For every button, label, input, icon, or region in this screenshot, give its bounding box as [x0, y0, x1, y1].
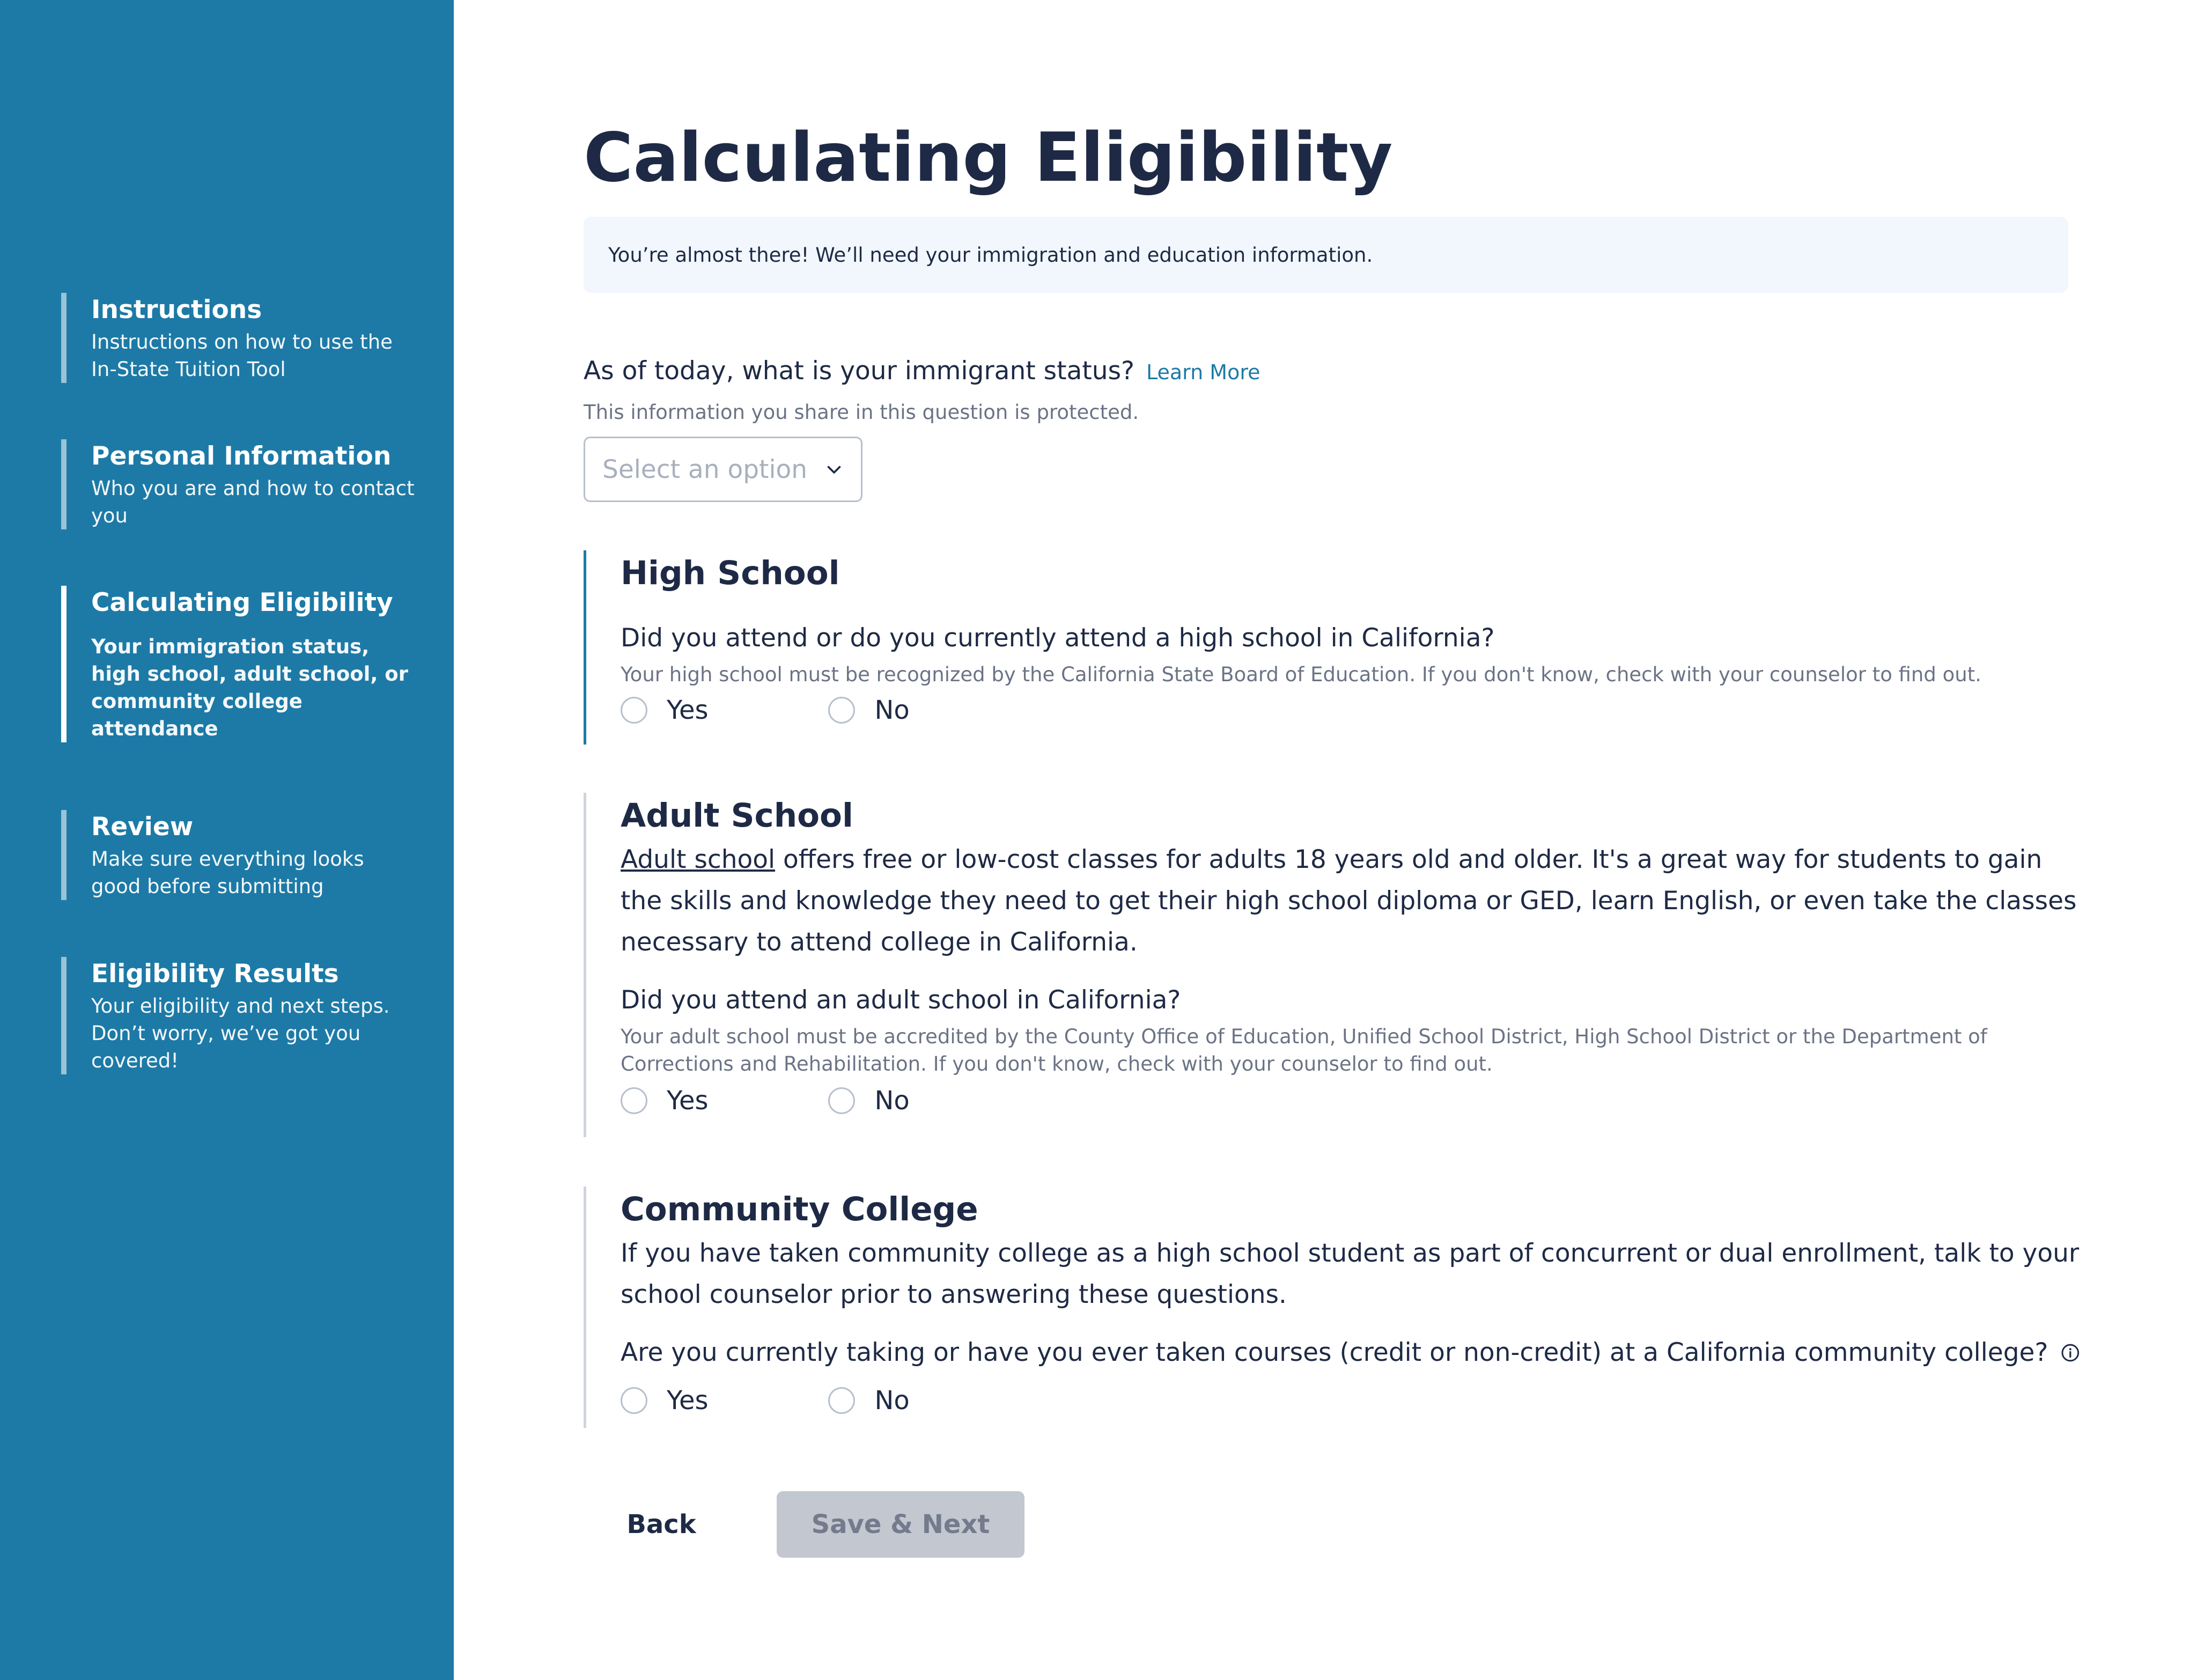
info-banner — [584, 217, 2068, 293]
radio-label: No — [874, 695, 910, 725]
section-title: Community College — [621, 1190, 978, 1228]
step-description: Your immigration status, high school, adult school, or community college attendance — [91, 635, 408, 740]
adult-school-radio-group — [621, 1083, 2080, 1118]
community-college-radio-group — [621, 1383, 2080, 1418]
main-content — [584, 0, 2080, 1680]
high-school-help-text: Your high school must be recognized by the California State Board of Education. If you don't know, check with your counselor to find out. — [621, 663, 1981, 686]
save-next-button[interactable]: Save & Next — [777, 1491, 1024, 1558]
info-icon[interactable] — [2061, 1340, 2080, 1365]
sidebar-step-instructions[interactable] — [61, 293, 415, 383]
high-school-yes-radio[interactable] — [621, 695, 708, 725]
sidebar-step-review[interactable] — [61, 810, 415, 900]
community-college-question — [621, 1336, 2080, 1370]
community-college-section — [584, 1187, 2080, 1428]
radio-circle[interactable] — [621, 697, 647, 724]
sidebar-step-personal-information[interactable] — [61, 439, 415, 529]
step-title: Eligibility Results — [91, 959, 339, 989]
adult-school-description — [621, 839, 2080, 963]
question-label: As of today, what is your immigrant status? — [584, 356, 1135, 386]
page-title: Calculating Eligibility — [584, 118, 1393, 197]
adult-school-link[interactable]: Adult school — [621, 845, 776, 874]
radio-circle[interactable] — [828, 1087, 855, 1114]
radio-label: Yes — [667, 1386, 709, 1416]
radio-label: No — [874, 1386, 910, 1416]
step-title: Instructions — [91, 295, 262, 325]
question-help-text: This information you share in this question is protected. — [584, 401, 1139, 424]
immigrant-status-question — [584, 354, 1260, 389]
high-school-section — [584, 550, 2080, 745]
question-text: Are you currently taking or have you ever taken courses (credit or non-credit) at a California community college? — [621, 1338, 2048, 1367]
step-description: Your eligibility and next steps. Don’t worry, we’ve got you covered! — [91, 994, 390, 1072]
section-title: High School — [621, 554, 840, 592]
high-school-radio-group — [621, 692, 2080, 728]
radio-circle[interactable] — [828, 1387, 855, 1414]
community-college-description: If you have taken community college as a high school student as part of concurrent or dual enrollment, talk to your school counselor prior to answering these questions. — [621, 1239, 2080, 1309]
radio-circle[interactable] — [621, 1087, 647, 1114]
sidebar-step-calculating-eligibility[interactable] — [61, 586, 415, 742]
sidebar — [0, 0, 454, 1680]
adult-school-section — [584, 793, 2080, 1137]
section-title: Adult School — [621, 797, 853, 835]
radio-label: Yes — [667, 695, 709, 725]
radio-label: Yes — [667, 1086, 709, 1116]
radio-circle[interactable] — [621, 1387, 647, 1414]
step-description: Who you are and how to contact you — [91, 477, 415, 527]
community-college-yes-radio[interactable] — [621, 1386, 708, 1416]
select-placeholder: Select an option — [602, 454, 808, 484]
step-title: Personal Information — [91, 441, 392, 471]
back-button[interactable]: Back — [584, 1491, 739, 1558]
radio-label: No — [874, 1086, 910, 1116]
high-school-no-radio[interactable] — [828, 695, 909, 725]
step-description: Instructions on how to use the In-State Tuition Tool — [91, 330, 393, 381]
adult-school-description-text: offers free or low-cost classes for adults 18 years old and older. It's a great way for students to gain the skills and knowledge they need to get their high school diploma or GED, learn English, or even take the classes necessary to attend college in California. — [621, 845, 2077, 957]
radio-circle[interactable] — [828, 697, 855, 724]
adult-school-question: Did you attend an adult school in California? — [621, 985, 1181, 1015]
community-college-no-radio[interactable] — [828, 1386, 909, 1416]
step-description: Make sure everything looks good before submitting — [91, 848, 364, 898]
adult-school-yes-radio[interactable] — [621, 1086, 708, 1116]
chevron-down-icon — [824, 460, 844, 479]
high-school-question: Did you attend or do you currently attend a high school in California? — [621, 623, 1495, 653]
immigrant-status-select[interactable] — [584, 437, 862, 502]
sidebar-step-eligibility-results[interactable] — [61, 957, 415, 1074]
step-title: Review — [91, 812, 194, 842]
adult-school-help-text: Your adult school must be accredited by the County Office of Education, Unified School District, High School District or the Department of Corrections and Rehabilitation. If you don't know, check with your counselor to find out. — [621, 1025, 1987, 1075]
banner-text: You’re almost there! We’ll need your immigration and education information. — [608, 243, 1373, 267]
learn-more-link[interactable]: Learn More — [1146, 360, 1260, 384]
step-title: Calculating Eligibility — [91, 588, 393, 617]
adult-school-no-radio[interactable] — [828, 1086, 909, 1116]
